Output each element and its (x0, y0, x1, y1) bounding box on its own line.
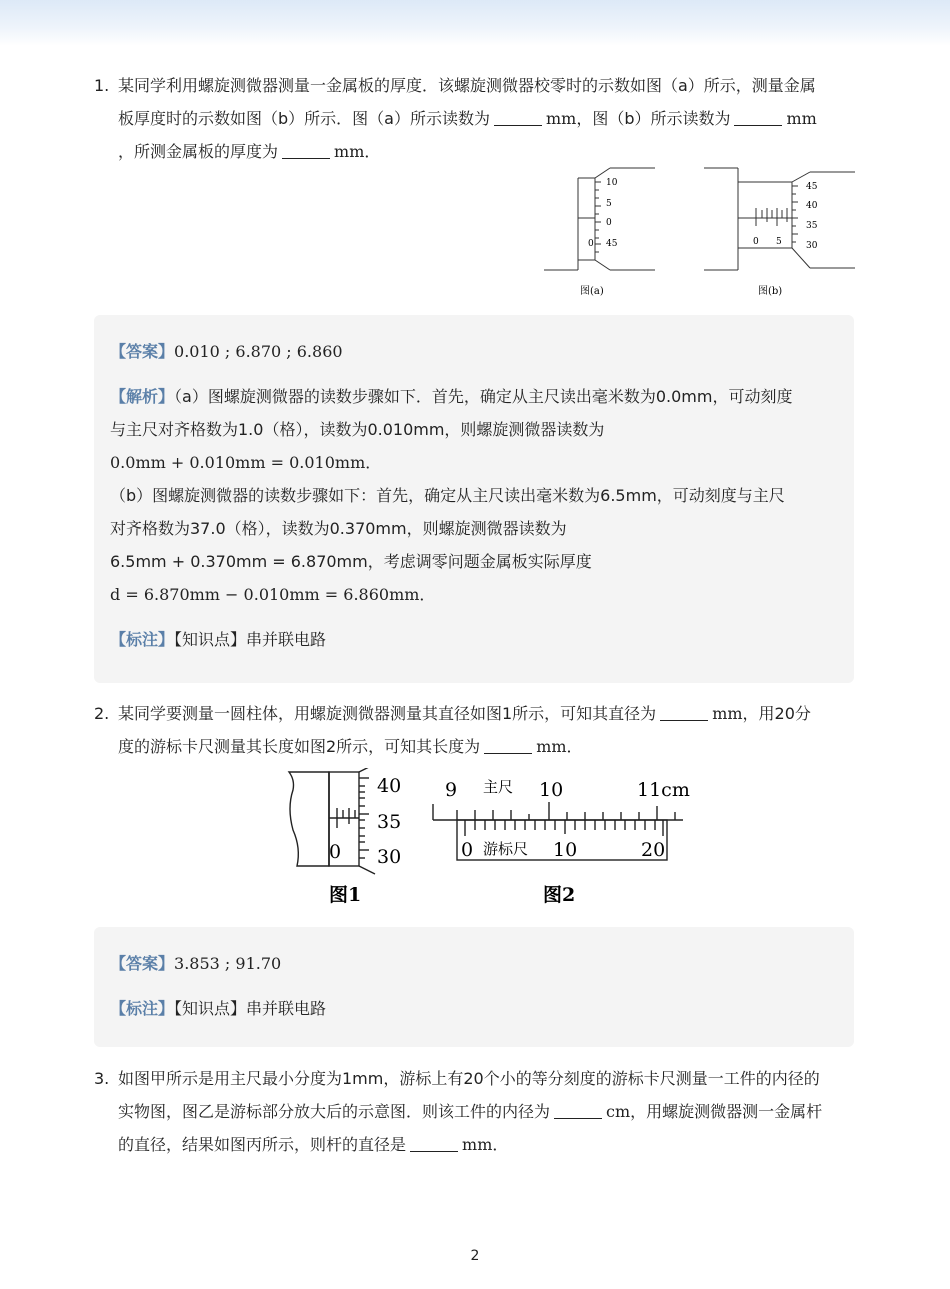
figure-label: 图1 (329, 884, 362, 906)
figure-2-vernier-caliper (425, 768, 690, 908)
tick-label: 10 (539, 779, 564, 801)
question-text: 实物图，图乙是游标部分放大后的示意图．则该工件的内径为 cm，用螺旋测微器测一金属杆 (118, 1095, 856, 1128)
figure-a-micrometer (540, 162, 660, 302)
question-text: 某同学利用螺旋测微器测量一金属板的厚度．该螺旋测微器校零时的示数如图（a）所示，测量金属 (118, 76, 816, 95)
answer-blank[interactable] (554, 1099, 602, 1119)
analysis-line: （b）图螺旋测微器的读数步骤如下：首先，确定从主尺读出毫米数为6.5mm，可动刻度与主尺 (110, 486, 785, 505)
question-text: 板厚度时的示数如图（b）所示．图（a）所示读数为 mm，图（b）所示读数为 mm (118, 102, 856, 135)
formula-line: 0.0mm + 0.010mm = 0.010mm． (110, 453, 382, 472)
tick-label: 20 (641, 839, 666, 861)
answer-blank[interactable] (282, 139, 330, 159)
question-text: ，所测金属板的厚度为 mm． (118, 135, 856, 168)
note-line: 【标注】【知识点】串并联电路 (110, 999, 327, 1018)
tick-label: 0 (606, 218, 612, 228)
question-text: 度的游标卡尺测量其长度如图2所示，可知其长度为 mm． (118, 730, 856, 763)
question-number: 2. (94, 704, 110, 723)
question-number: 1. (94, 76, 110, 95)
tick-label: 5 (776, 237, 782, 247)
analysis-line: 对齐格数为37.0（格），读数为0.370mm，则螺旋测微器读数为 (110, 519, 567, 538)
figure-b-micrometer (700, 162, 860, 302)
tick-label: 35 (377, 811, 402, 833)
question-number: 3. (94, 1069, 110, 1088)
tick-label: 10 (553, 839, 578, 861)
answer-line: 【答案】3.853 ; 91.70 (110, 954, 282, 973)
question-text: 如图甲所示是用主尺最小分度为1mm，游标上有20个小的等分刻度的游标卡尺测量一工件的内径的 (118, 1069, 820, 1088)
tick-label: 40 (806, 201, 818, 211)
tick-label: 40 (377, 775, 402, 797)
analysis-line: 【解析】（a）图螺旋测微器的读数步骤如下．首先，确定从主尺读出毫米数为0.0mm，可动刻度 (110, 387, 793, 406)
tick-label: 11cm (637, 779, 690, 801)
main-scale-label: 主尺 (483, 778, 514, 796)
formula-line: d = 6.870mm − 0.010mm = 6.860mm． (110, 585, 436, 604)
question-text: 的直径，结果如图丙所示，则杆的直径是 mm． (118, 1128, 856, 1161)
figure-1-micrometer (285, 768, 410, 908)
vernier-scale-label: 游标尺 (483, 840, 529, 858)
tick-label: 30 (377, 846, 402, 868)
page-number: 2 (470, 1248, 480, 1264)
tick-label: 9 (445, 779, 458, 801)
tick-label: 35 (806, 221, 818, 231)
question-2 (94, 697, 856, 763)
tick-label: 0 (588, 239, 594, 249)
answer-box-1 (94, 315, 854, 683)
tick-label: 45 (806, 182, 818, 192)
tick-label: 0 (461, 839, 474, 861)
figure-label: 图2 (543, 884, 576, 906)
question-text: 某同学要测量一圆柱体，用螺旋测微器测量其直径如图1所示，可知其直径为 mm，用20分 (118, 697, 856, 730)
figure-label: 图(a) (580, 286, 604, 297)
tick-label: 10 (606, 178, 618, 188)
note-line: 【标注】【知识点】串并联电路 (110, 630, 327, 649)
answer-blank[interactable] (484, 734, 532, 754)
answer-blank[interactable] (494, 106, 542, 126)
figure-label: 图(b) (758, 286, 783, 297)
answer-line: 【答案】0.010 ; 6.870 ; 6.860 (110, 342, 343, 361)
analysis-line: 与主尺对齐格数为1.0（格），读数为0.010mm，则螺旋测微器读数为 (110, 420, 605, 439)
answer-blank[interactable] (734, 106, 782, 126)
question-3 (94, 1062, 856, 1161)
tick-label: 30 (806, 241, 818, 251)
tick-label: 5 (606, 199, 612, 209)
tick-label: 0 (329, 841, 342, 863)
answer-blank[interactable] (410, 1132, 458, 1152)
question-1 (94, 69, 856, 168)
header-band (0, 0, 950, 46)
answer-box-2 (94, 927, 854, 1047)
answer-blank[interactable] (660, 701, 708, 721)
tick-label: 45 (606, 239, 618, 249)
formula-line: 6.5mm + 0.370mm = 6.870mm，考虑调零问题金属板实际厚度 (110, 552, 592, 571)
tick-label: 0 (753, 237, 759, 247)
